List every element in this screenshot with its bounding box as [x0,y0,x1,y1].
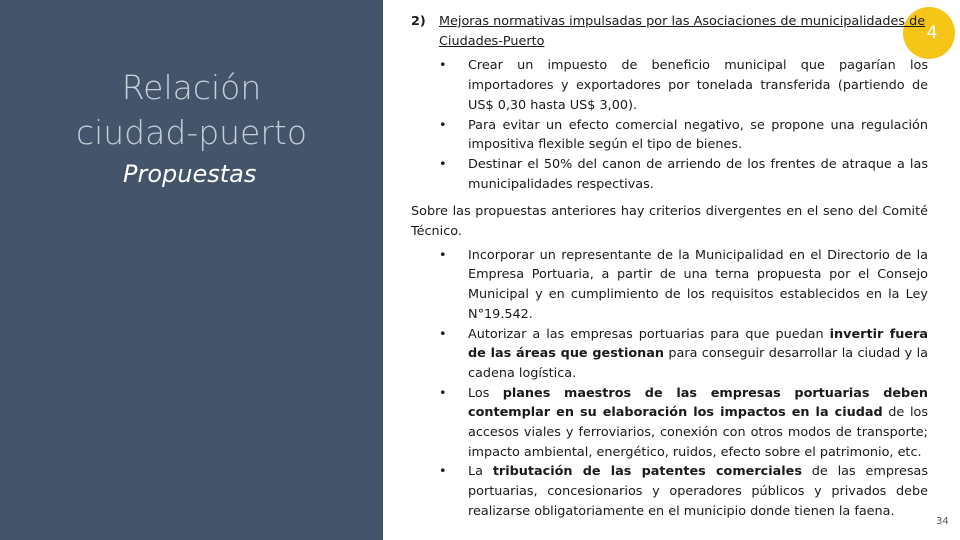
section-title-line2: ciudad-puerto [75,113,308,152]
second-proposal-list [411,246,928,522]
heading-text: Mejoras normativas impulsadas por las Asociaciones de municipalidades de Ciudades-Puerto [439,14,926,49]
list-item-text: Incorporar un representante de la Municipalidad en el Directorio de la Empresa Portuaria, a partir de una terna propuesta por el Consejo Municipal y en cumplimiento de los requisitos establecidos en la Ley N°19.542. [468,247,928,322]
bullet-icon: • [439,156,447,172]
list-item [411,384,928,463]
list-item [411,116,928,155]
slide-badge: 4 [903,7,955,59]
list-item-text: para conseguir desarrollar la ciudad y la cadena logística. [468,346,928,381]
bullet-icon: • [439,385,447,401]
list-item-emphasis: planes maestros de las empresas portuarias deben contemplar en su elaboración los impactos en la ciudad [468,385,928,421]
list-item [411,246,928,325]
heading-number: 2) [411,14,426,29]
committee-paragraph: Sobre las propuestas anteriores hay criterios divergentes en el seno del Comité Técnico. [411,204,928,240]
list-item-emphasis: tributación de las patentes comerciales [492,464,802,480]
list-item-emphasis: invertir fuera de las áreas que gestionan [468,326,928,362]
list-item [411,462,928,521]
slide-content [411,12,928,522]
list-item-text: La [468,464,493,480]
list-item-text: de los accesos viales y ferroviarios, conexión con otros modos de transporte; impacto ambiental, energético, ruidos, efecto sobre el patrimonio, etc. [468,405,928,460]
bullet-icon: • [439,117,447,133]
bullet-icon: • [439,464,447,480]
content-heading [411,12,928,51]
bullet-icon: • [439,58,447,74]
sidebar-panel [0,0,383,540]
bullet-icon: • [439,326,447,342]
list-item-text: de las empresas portuarias, concesionarios y operadores públicos y privados debe realizarse obligatoriamente en el municipio donde tienen la faena. [468,464,928,519]
bullet-icon: • [439,247,447,263]
page-number: 34 [936,516,949,527]
first-proposal-list [411,56,928,194]
section-title-line1: Relación [121,68,262,107]
list-item [411,325,928,384]
list-item [411,155,928,194]
list-item-text: Destinar el 50% del canon de arriendo de los frentes de atraque a las municipalidades respectivas. [468,156,928,192]
list-item-text: Los [468,385,503,401]
list-item [411,56,928,115]
list-item-text: Para evitar un efecto comercial negativo, se propone una regulación impositiva flexible según el tipo de bienes. [468,117,928,153]
section-subtitle: Propuestas [123,160,257,188]
section-title [0,65,383,155]
list-item-text: Crear un impuesto de beneficio municipal que pagarían los importadores y exportadores por tonelada transferida (partiendo de US$ 0,30 hasta US$ 3,00). [468,58,928,113]
list-item-text: Autorizar a las empresas portuarias para que puedan [468,326,830,342]
